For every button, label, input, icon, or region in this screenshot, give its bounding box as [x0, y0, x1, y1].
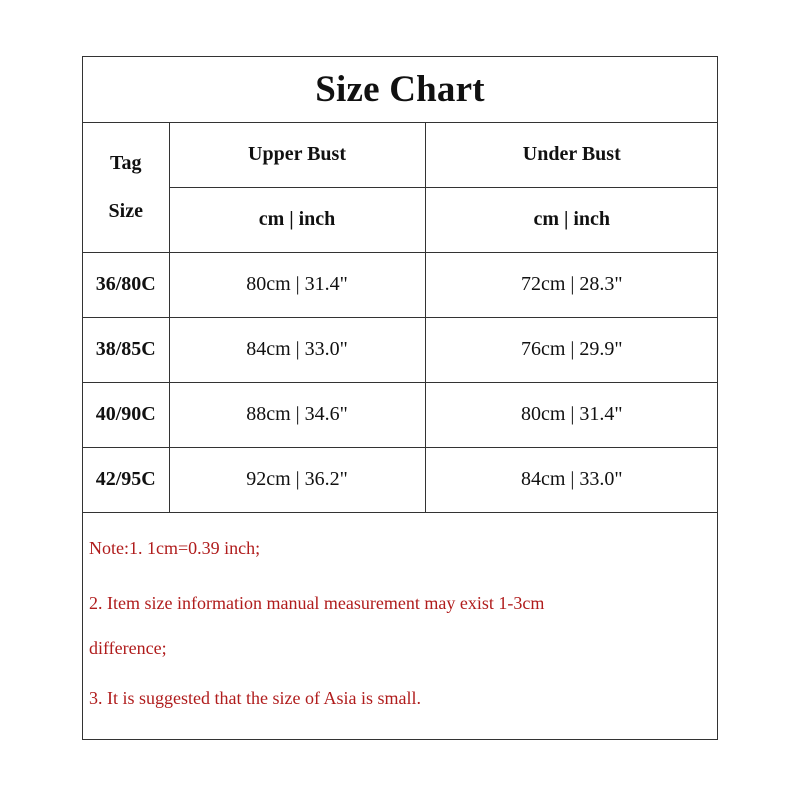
under-bust-units: cm | inch [425, 187, 718, 252]
note-line-1: Note:1. 1cm=0.39 inch; [89, 538, 261, 558]
upper-bust-cell: 80cm | 31.4" [169, 252, 425, 317]
size-label: Size [108, 199, 143, 222]
upper-bust-header: Upper Bust [169, 122, 425, 187]
tag-size-cell: 36/80C [83, 252, 169, 317]
tag-size-header [83, 122, 169, 252]
under-bust-cell: 76cm | 29.9" [425, 317, 718, 382]
size-chart [82, 56, 718, 740]
under-bust-header: Under Bust [425, 122, 718, 187]
under-bust-cell: 84cm | 33.0" [425, 447, 718, 512]
note-line-4: 3. It is suggested that the size of Asia is small. [89, 688, 421, 708]
notes-section [83, 514, 717, 739]
note-line-3: difference; [89, 638, 167, 658]
tag-size-cell: 38/85C [83, 317, 169, 382]
tag-size-cell: 40/90C [83, 382, 169, 447]
upper-bust-cell: 92cm | 36.2" [169, 447, 425, 512]
header-row [83, 122, 718, 187]
table-row [83, 447, 718, 512]
under-bust-cell: 72cm | 28.3" [425, 252, 718, 317]
upper-bust-cell: 84cm | 33.0" [169, 317, 425, 382]
under-bust-cell: 80cm | 31.4" [425, 382, 718, 447]
upper-bust-units: cm | inch [169, 187, 425, 252]
upper-bust-cell: 88cm | 34.6" [169, 382, 425, 447]
size-table [83, 122, 718, 513]
table-row [83, 252, 718, 317]
table-row [83, 382, 718, 447]
note-line-2: 2. Item size information manual measurement may exist 1-3cm [89, 593, 545, 613]
table-row [83, 317, 718, 382]
tag-label: Tag [109, 151, 142, 174]
units-row [83, 187, 718, 252]
chart-title: Size Chart [83, 57, 717, 123]
tag-size-cell: 42/95C [83, 447, 169, 512]
